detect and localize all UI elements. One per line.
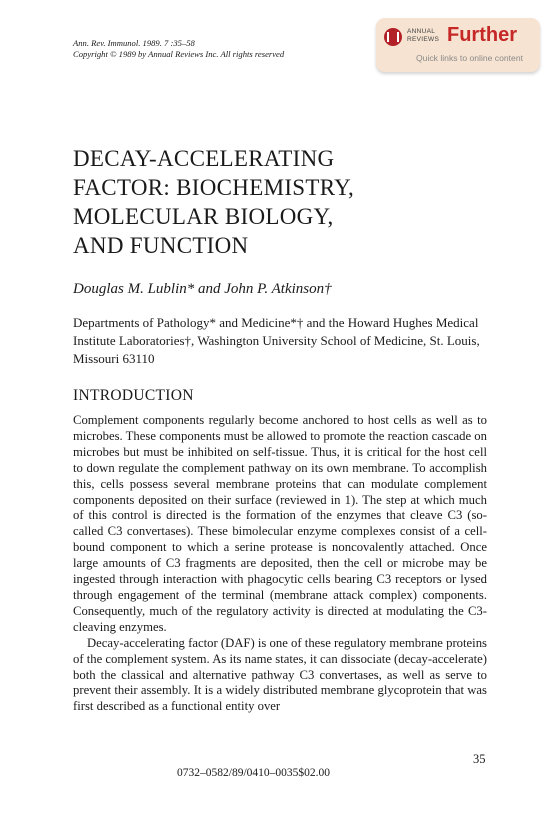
badge-annual-text: ANNUAL bbox=[407, 28, 436, 35]
paragraph-2: Decay-accelerating factor (DAF) is one of these regulatory membrane proteins of the complement system. As its name states, it can dissociate (decay-accelerate) both the classical and alternative pathway C3 convertases, as well as serve to prevent their assembly. It is a widely distributed membrane glycoprotein that was first described as a functional entity over bbox=[73, 635, 487, 714]
title-line-3: MOLECULAR BIOLOGY, bbox=[73, 204, 334, 229]
annual-reviews-logo-icon bbox=[384, 28, 402, 46]
paragraph-1: Complement components regularly become anchored to host cells as well as to microbes. These components must be allowed to promote the reaction cascade on microbes but must be inhibited on self-tissue. Thus, it is critical for the host cell to down regulate the complement pathway on its own membrane. To accomplish this, cells possess several membrane proteins that can modulate complement components deposited on their surface (reviewed in 1). The step at which much of this control is directed is the formation of the enzymes that cleave C3 (so-called C3 convertases). These bimolecular enzyme complexes consist of a cell-bound component to which a serine protease is noncovalently attached. Once large amounts of C3 fragments are deposited, then the cell or microbe may be ingested through interaction with phagocytic cells bearing C3 receptors or lysed through engagement of the terminal (membrane attack complex) components. Consequently, much of the regulatory activity is directed at modulating the C3-cleaving enzymes. bbox=[73, 413, 487, 634]
section-body bbox=[73, 413, 487, 715]
title-line-1: DECAY-ACCELERATING bbox=[73, 146, 335, 171]
page-number: 35 bbox=[473, 752, 486, 766]
further-badge[interactable] bbox=[376, 18, 540, 72]
article-authors: Douglas M. Lublin* and John P. Atkinson† bbox=[73, 281, 332, 297]
title-line-4: AND FUNCTION bbox=[73, 233, 249, 258]
badge-reviews-text: REVIEWS bbox=[407, 35, 440, 43]
citation-line-1: Ann. Rev. Immunol. 1989. 7 :35–58 bbox=[73, 38, 195, 48]
title-line-2: FACTOR: BIOCHEMISTRY, bbox=[73, 175, 355, 200]
author-affiliation: Departments of Pathology* and Medicine*† and the Howard Hughes Medical Institute Laboratories†, Washington University School of Medicine, St. Louis, Missouri 63110 bbox=[73, 315, 480, 366]
badge-subtitle: Quick links to online content bbox=[416, 53, 524, 63]
article-title bbox=[73, 144, 354, 260]
citation-line-2: Copyright © 1989 by Annual Reviews Inc. All rights reserved bbox=[73, 49, 285, 59]
journal-citation bbox=[73, 38, 284, 60]
section-heading: INTRODUCTION bbox=[73, 387, 194, 404]
badge-publisher-label bbox=[407, 28, 439, 43]
badge-further-text: Further bbox=[447, 24, 517, 46]
article-code: 0732–0582/89/0410–0035$02.00 bbox=[177, 767, 331, 779]
